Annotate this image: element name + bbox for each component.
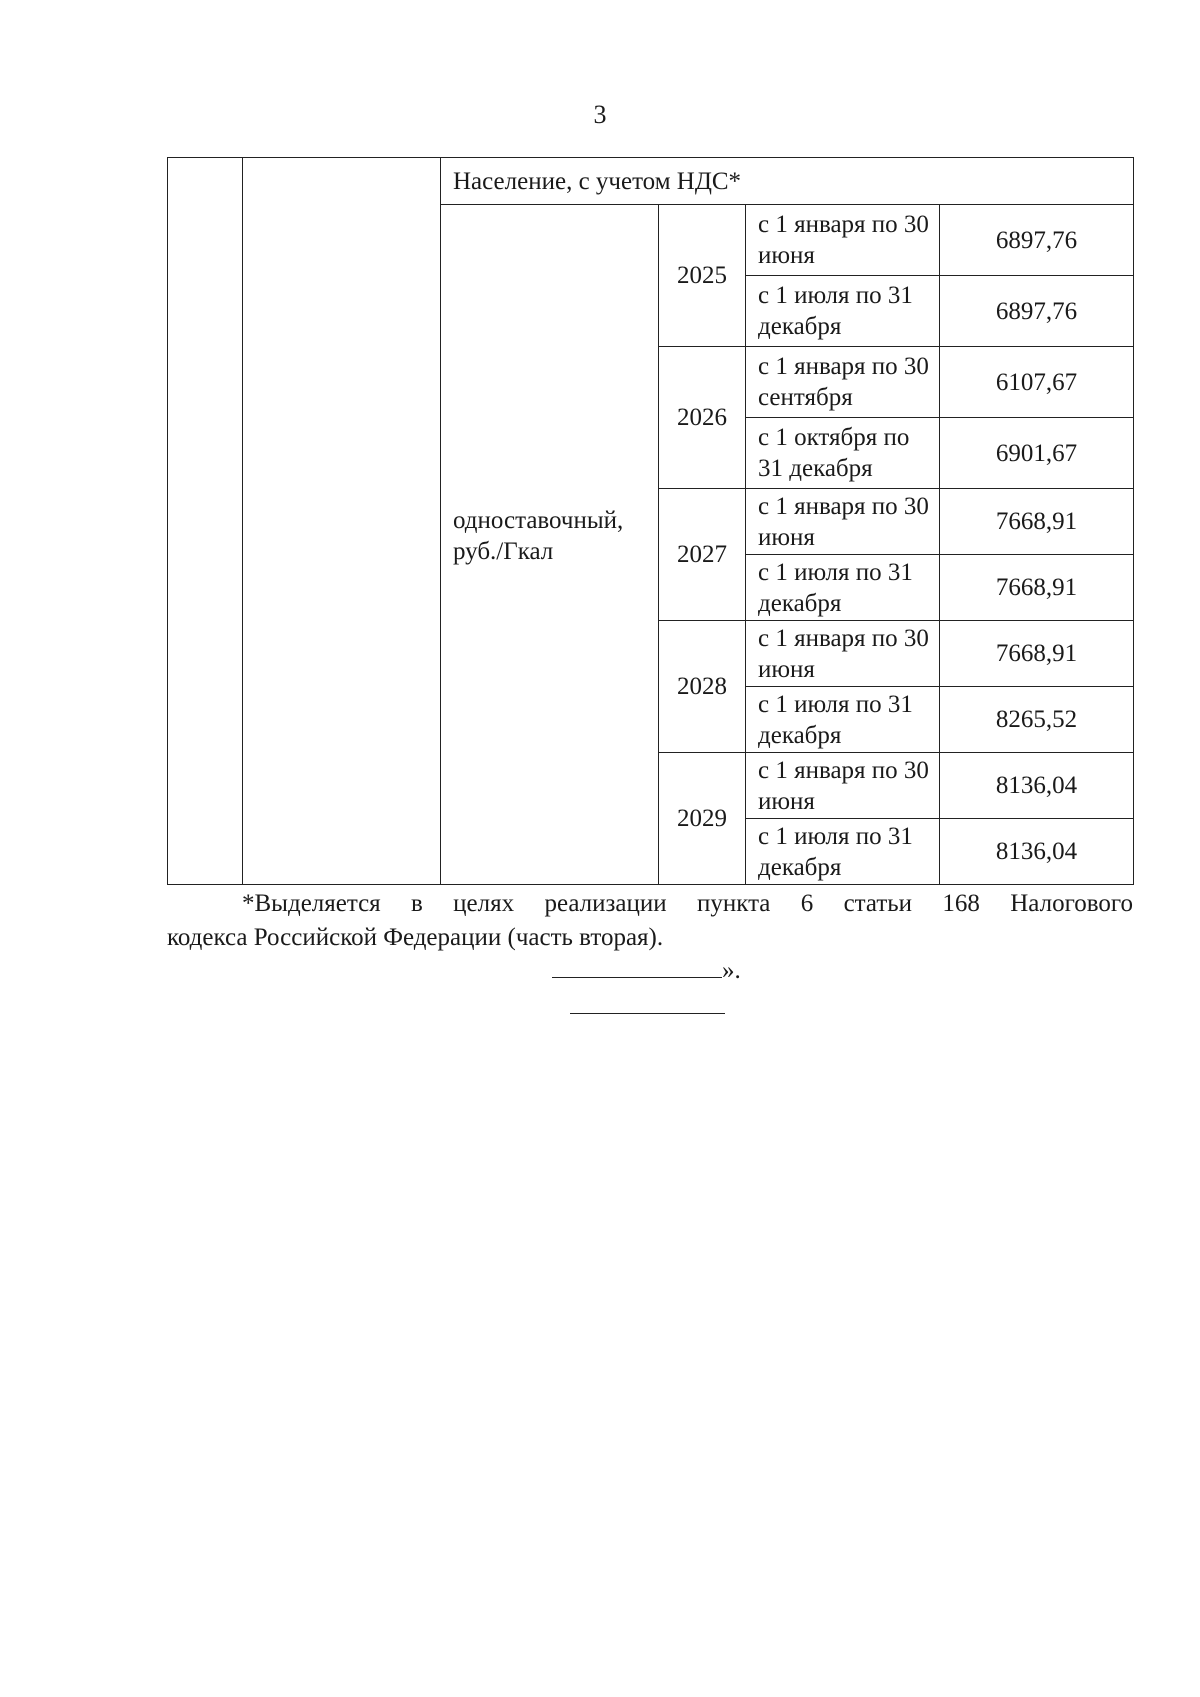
footnote-line-1: *Выделяется в целях реализации пункта 6 статьи 168 Налогового: [242, 890, 1133, 917]
tariff-value-cell: 6107,67: [940, 347, 1134, 418]
period-cell: с 1 января по 30 июня: [746, 205, 940, 276]
year-cell: 2025: [659, 205, 746, 347]
closing-quote-mark: ».: [722, 957, 741, 984]
year-cell: 2029: [659, 753, 746, 885]
period-cell: с 1 июля по 31 декабря: [746, 687, 940, 753]
tariff-value-cell: 7668,91: [940, 489, 1134, 555]
tariff-table: [167, 157, 1134, 885]
end-separator-line: [570, 1013, 725, 1014]
period-cell: с 1 января по 30 июня: [746, 621, 940, 687]
tariff-value-cell: 7668,91: [940, 621, 1134, 687]
empty-organization-cell: [243, 158, 441, 885]
tariff-value-cell: 7668,91: [940, 555, 1134, 621]
period-cell: с 1 января по 30 июня: [746, 489, 940, 555]
year-cell: 2028: [659, 621, 746, 753]
closing-underline: [552, 955, 722, 978]
tariff-value-cell: 8136,04: [940, 753, 1134, 819]
year-cell: 2026: [659, 347, 746, 489]
rate-type-cell: одноставочный, руб./Гкал: [441, 205, 659, 885]
period-cell: с 1 января по 30 сентября: [746, 347, 940, 418]
period-cell: с 1 июля по 31 декабря: [746, 555, 940, 621]
period-cell: с 1 января по 30 июня: [746, 753, 940, 819]
period-cell: с 1 июля по 31 декабря: [746, 819, 940, 885]
page-number: 3: [593, 100, 607, 129]
tariff-value-cell: 6897,76: [940, 276, 1134, 347]
consumer-group-title: Население, с учетом НДС*: [441, 158, 1134, 205]
tariff-value-cell: 8136,04: [940, 819, 1134, 885]
footnote: [167, 887, 1133, 955]
closing-line: [552, 955, 741, 985]
period-cell: с 1 октября по 31 декабря: [746, 418, 940, 489]
tariff-value-cell: 6901,67: [940, 418, 1134, 489]
empty-number-cell: [168, 158, 243, 885]
footnote-line-2: кодекса Российской Федерации (часть вторая).: [167, 924, 664, 951]
tariff-value-cell: 8265,52: [940, 687, 1134, 753]
period-cell: с 1 июля по 31 декабря: [746, 276, 940, 347]
tariff-value-cell: 6897,76: [940, 205, 1134, 276]
year-cell: 2027: [659, 489, 746, 621]
